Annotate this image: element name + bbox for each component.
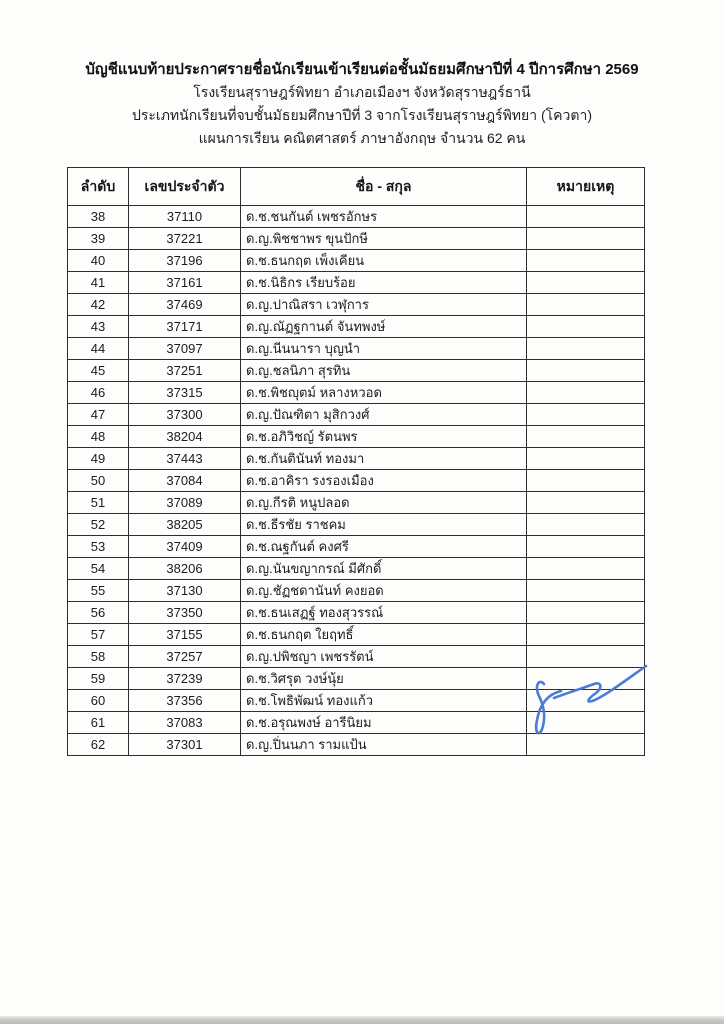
cell-name: ด.ช.นิธิกร เรียบร้อย [241, 272, 527, 294]
cell-name: ด.ช.ณฐกันต์ คงศรี [241, 536, 527, 558]
cell-name: ด.ช.กันตินันท์ ทองมา [241, 448, 527, 470]
cell-name: ด.ช.ชนกันต์ เพชรอักษร [241, 206, 527, 228]
cell-name: ด.ญ.ปาณิสรา เวฬุการ [241, 294, 527, 316]
cell-student-id: 37356 [129, 690, 241, 712]
table-row [68, 404, 645, 426]
cell-student-id: 37083 [129, 712, 241, 734]
cell-note [527, 360, 645, 382]
cell-note [527, 448, 645, 470]
document-subtitle-1: โรงเรียนสุราษฎร์พิทยา อำเภอเมืองฯ จังหวัดสุราษฎร์ธานี [193, 84, 531, 100]
cell-name: ด.ช.ธนกฤต ใยฤทธิ์ [241, 624, 527, 646]
table-row [68, 668, 645, 690]
cell-number: 62 [68, 734, 129, 756]
cell-number: 54 [68, 558, 129, 580]
cell-note [527, 206, 645, 228]
cell-student-id: 37315 [129, 382, 241, 404]
cell-note [527, 404, 645, 426]
table-row [68, 360, 645, 382]
cell-note [527, 646, 645, 668]
table-row [68, 492, 645, 514]
cell-student-id: 38205 [129, 514, 241, 536]
cell-number: 57 [68, 624, 129, 646]
cell-number: 45 [68, 360, 129, 382]
cell-number: 40 [68, 250, 129, 272]
column-header-name: ชื่อ - สกุล [241, 168, 527, 206]
cell-name: ด.ช.ธีรชัย ราชคม [241, 514, 527, 536]
cell-number: 43 [68, 316, 129, 338]
document-subtitle-3: แผนการเรียน คณิตศาสตร์ ภาษาอังกฤษ จำนวน 62 คน [198, 130, 526, 146]
cell-note [527, 492, 645, 514]
cell-number: 56 [68, 602, 129, 624]
cell-note [527, 536, 645, 558]
cell-name: ด.ช.ธนเสฏฐ์ ทองสุวรรณ์ [241, 602, 527, 624]
cell-number: 58 [68, 646, 129, 668]
cell-note [527, 228, 645, 250]
cell-number: 39 [68, 228, 129, 250]
cell-note [527, 250, 645, 272]
cell-note [527, 272, 645, 294]
cell-number: 61 [68, 712, 129, 734]
cell-note [527, 514, 645, 536]
cell-student-id: 37161 [129, 272, 241, 294]
column-header-note: หมายเหตุ [527, 168, 645, 206]
table-row [68, 734, 645, 756]
table-row [68, 646, 645, 668]
document-subtitle-2: ประเภทนักเรียนที่จบชั้นมัธยมศึกษาปีที่ 3 จากโรงเรียนสุราษฎร์พิทยา (โควตา) [131, 107, 593, 123]
cell-number: 42 [68, 294, 129, 316]
table-row [68, 206, 645, 228]
table-row [68, 338, 645, 360]
table-row [68, 558, 645, 580]
cell-number: 51 [68, 492, 129, 514]
cell-student-id: 37251 [129, 360, 241, 382]
cell-student-id: 38204 [129, 426, 241, 448]
cell-number: 52 [68, 514, 129, 536]
cell-number: 46 [68, 382, 129, 404]
table-row [68, 602, 645, 624]
cell-name: ด.ช.อภิวิชญ์ รัตนพร [241, 426, 527, 448]
cell-name: ด.ญ.ชลนิภา สุรทิน [241, 360, 527, 382]
cell-note [527, 580, 645, 602]
cell-student-id: 37130 [129, 580, 241, 602]
cell-number: 60 [68, 690, 129, 712]
cell-student-id: 37257 [129, 646, 241, 668]
cell-student-id: 37084 [129, 470, 241, 492]
cell-note [527, 558, 645, 580]
cell-name: ด.ญ.ปพิชญา เพชรรัตน์ [241, 646, 527, 668]
cell-note [527, 470, 645, 492]
cell-name: ด.ช.วิศรุต วงษ์นุ้ย [241, 668, 527, 690]
cell-number: 47 [68, 404, 129, 426]
table-row [68, 316, 645, 338]
table-row [68, 690, 645, 712]
cell-note [527, 734, 645, 756]
cell-student-id: 37110 [129, 206, 241, 228]
cell-note [527, 294, 645, 316]
table-row [68, 294, 645, 316]
cell-note [527, 712, 645, 734]
scanner-edge-artifact [0, 1016, 724, 1024]
cell-student-id: 37301 [129, 734, 241, 756]
table-row [68, 712, 645, 734]
table-row [68, 536, 645, 558]
table-row [68, 382, 645, 404]
cell-name: ด.ญ.นีนนารา บุญนำ [241, 338, 527, 360]
cell-note [527, 624, 645, 646]
table-row [68, 470, 645, 492]
cell-student-id: 37097 [129, 338, 241, 360]
cell-note [527, 382, 645, 404]
table-row [68, 426, 645, 448]
cell-student-id: 37443 [129, 448, 241, 470]
cell-student-id: 37350 [129, 602, 241, 624]
cell-student-id: 37196 [129, 250, 241, 272]
cell-name: ด.ญ.นันขญากรณ์ มีศักดิ์ [241, 558, 527, 580]
column-header-student-id: เลขประจำตัว [129, 168, 241, 206]
table-row [68, 250, 645, 272]
cell-name: ด.ช.อาคิรา รงรองเมือง [241, 470, 527, 492]
cell-student-id: 37239 [129, 668, 241, 690]
cell-student-id: 38206 [129, 558, 241, 580]
cell-name: ด.ช.ธนกฤต เพ็งเคียน [241, 250, 527, 272]
document-title: บัญชีแนบท้ายประกาศรายชื่อนักเรียนเข้าเรียนต่อชั้นมัธยมศึกษาปีที่ 4 ปีการศึกษา 2569 [85, 61, 639, 78]
cell-name: ด.ญ.กีรติ หนูปลอด [241, 492, 527, 514]
document-header [0, 58, 724, 150]
cell-name: ด.ช.อรุณพงษ์ อารีนิยม [241, 712, 527, 734]
table-row [68, 580, 645, 602]
table-header-row [68, 168, 645, 206]
cell-student-id: 37155 [129, 624, 241, 646]
cell-student-id: 37171 [129, 316, 241, 338]
cell-name: ด.ญ.ปัณฑิตา มุสิกวงศ์ [241, 404, 527, 426]
cell-note [527, 316, 645, 338]
cell-number: 53 [68, 536, 129, 558]
cell-name: ด.ญ.พิชชาพร ขุนปักษี [241, 228, 527, 250]
cell-student-id: 37469 [129, 294, 241, 316]
cell-note [527, 668, 645, 690]
cell-student-id: 37409 [129, 536, 241, 558]
cell-name: ด.ญ.ชัฏชดานันท์ คงยอด [241, 580, 527, 602]
cell-name: ด.ช.พิชญุตม์ หลางหวอด [241, 382, 527, 404]
cell-number: 48 [68, 426, 129, 448]
cell-student-id: 37089 [129, 492, 241, 514]
cell-number: 50 [68, 470, 129, 492]
cell-note [527, 602, 645, 624]
table-row [68, 228, 645, 250]
cell-number: 49 [68, 448, 129, 470]
cell-note [527, 690, 645, 712]
cell-number: 38 [68, 206, 129, 228]
table-row [68, 448, 645, 470]
cell-number: 41 [68, 272, 129, 294]
cell-note [527, 338, 645, 360]
table-row [68, 272, 645, 294]
cell-note [527, 426, 645, 448]
cell-number: 44 [68, 338, 129, 360]
student-list-table [67, 167, 645, 756]
table-row [68, 624, 645, 646]
cell-name: ด.ญ.ปิ่นนภา รามแป้น [241, 734, 527, 756]
cell-name: ด.ญ.ณัฏฐกานต์ จันทพงษ์ [241, 316, 527, 338]
cell-student-id: 37221 [129, 228, 241, 250]
table-row [68, 514, 645, 536]
cell-student-id: 37300 [129, 404, 241, 426]
column-header-number: ลำดับ [68, 168, 129, 206]
cell-number: 55 [68, 580, 129, 602]
cell-name: ด.ช.โพธิพัฒน์ ทองแก้ว [241, 690, 527, 712]
cell-number: 59 [68, 668, 129, 690]
